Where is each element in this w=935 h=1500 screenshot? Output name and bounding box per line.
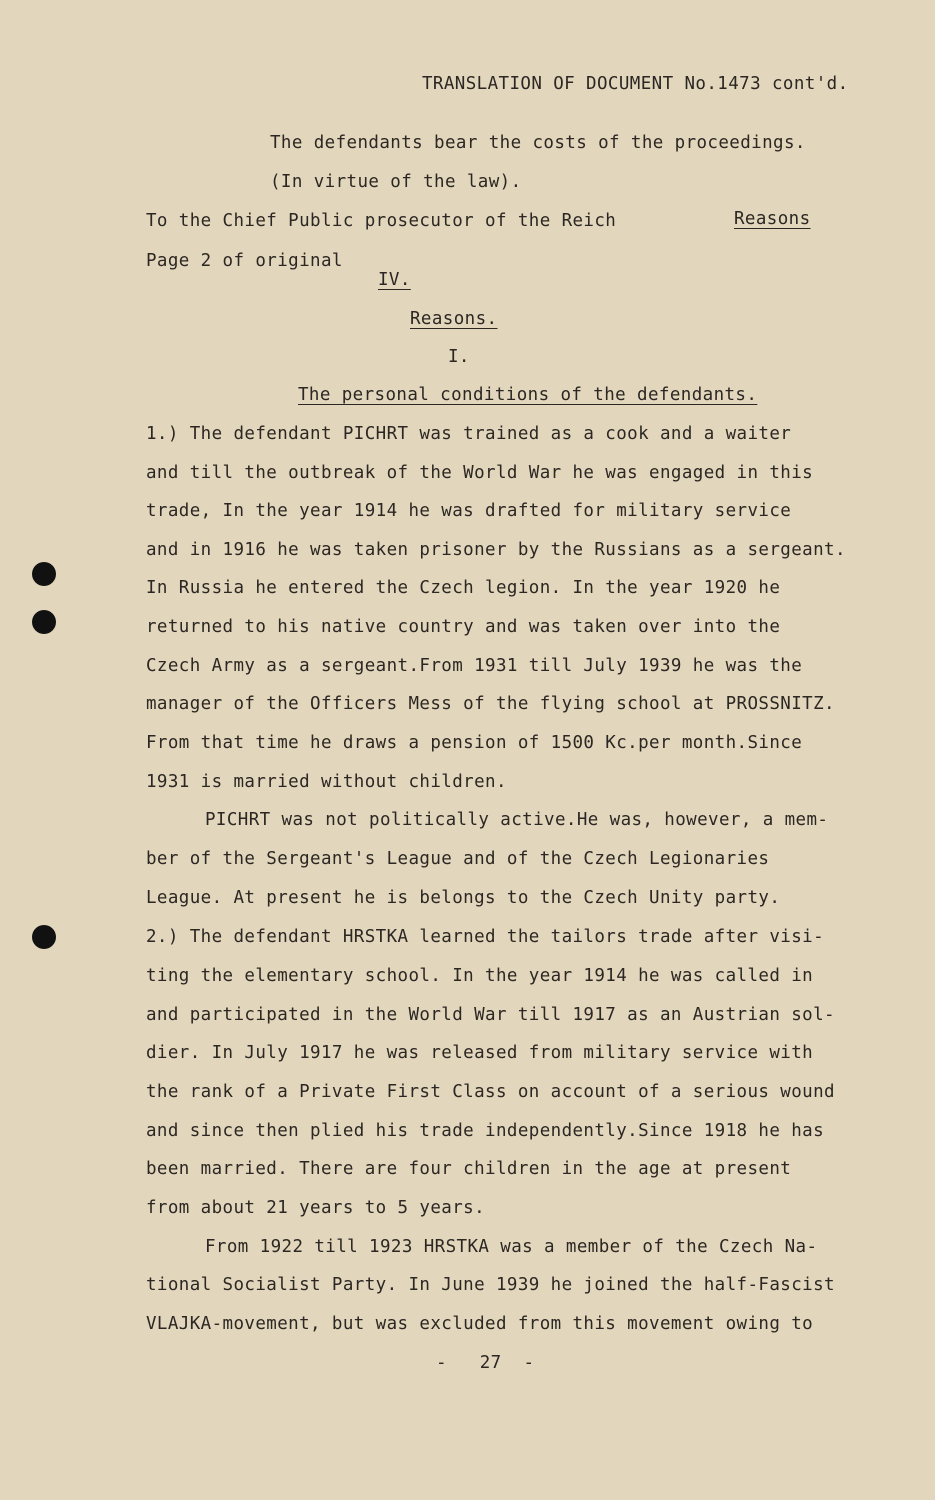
punch-hole bbox=[32, 610, 56, 634]
body-line: and participated in the World War till 1917 as an Austrian sol- bbox=[146, 1005, 835, 1025]
punch-hole bbox=[32, 925, 56, 949]
virtue-line: (In virtue of the law). bbox=[270, 172, 522, 192]
section-number-iv: IV. bbox=[378, 270, 411, 290]
body-line: manager of the Officers Mess of the flying school at PROSSNITZ. bbox=[146, 694, 835, 714]
body-line: From 1922 till 1923 HRSTKA was a member of the Czech Na- bbox=[205, 1237, 818, 1257]
addressee-line: To the Chief Public prosecutor of the Reich bbox=[146, 211, 617, 231]
body-line: ting the elementary school. In the year 1914 he was called in bbox=[146, 966, 814, 986]
body-line: 1931 is married without children. bbox=[146, 772, 507, 792]
document-reference: TRANSLATION OF DOCUMENT No.1473 cont'd. bbox=[422, 74, 849, 94]
body-line: and till the outbreak of the World War he was engaged in this bbox=[146, 463, 814, 483]
costs-line: The defendants bear the costs of the proceedings. bbox=[270, 133, 806, 153]
page-number: - 27 - bbox=[436, 1353, 535, 1373]
punch-hole bbox=[32, 562, 56, 586]
body-line: League. At present he is belongs to the Czech Unity party. bbox=[146, 888, 781, 908]
body-line: the rank of a Private First Class on account of a serious wound bbox=[146, 1082, 835, 1102]
body-line: dier. In July 1917 he was released from military service with bbox=[146, 1043, 814, 1063]
body-line: In Russia he entered the Czech legion. In the year 1920 he bbox=[146, 578, 781, 598]
section-number-i: I. bbox=[448, 347, 470, 367]
body-line: from about 21 years to 5 years. bbox=[146, 1198, 486, 1218]
body-line: 2.) The defendant HRSTKA learned the tailors trade after visi- bbox=[146, 927, 825, 947]
body-line: and since then plied his trade independently.Since 1918 he has bbox=[146, 1121, 825, 1141]
body-line: trade, In the year 1914 he was drafted for military service bbox=[146, 501, 792, 521]
body-line: VLAJKA-movement, but was excluded from this movement owing to bbox=[146, 1314, 814, 1334]
reasons-margin-note: Reasons bbox=[734, 209, 811, 229]
page-reference: Page 2 of original bbox=[146, 251, 343, 271]
body-line: tional Socialist Party. In June 1939 he joined the half-Fascist bbox=[146, 1275, 835, 1295]
body-line: Czech Army as a sergeant.From 1931 till July 1939 he was the bbox=[146, 656, 803, 676]
body-line: and in 1916 he was taken prisoner by the Russians as a sergeant. bbox=[146, 540, 846, 560]
reasons-heading: Reasons. bbox=[410, 309, 498, 329]
body-line: From that time he draws a pension of 1500 Kc.per month.Since bbox=[146, 733, 803, 753]
body-line: returned to his native country and was taken over into the bbox=[146, 617, 781, 637]
body-line: 1.) The defendant PICHRT was trained as a cook and a waiter bbox=[146, 424, 792, 444]
personal-conditions-heading: The personal conditions of the defendants. bbox=[298, 385, 758, 405]
body-line: ber of the Sergeant's League and of the Czech Legionaries bbox=[146, 849, 770, 869]
body-line: been married. There are four children in the age at present bbox=[146, 1159, 792, 1179]
body-line: PICHRT was not politically active.He was, however, a mem- bbox=[205, 810, 829, 830]
